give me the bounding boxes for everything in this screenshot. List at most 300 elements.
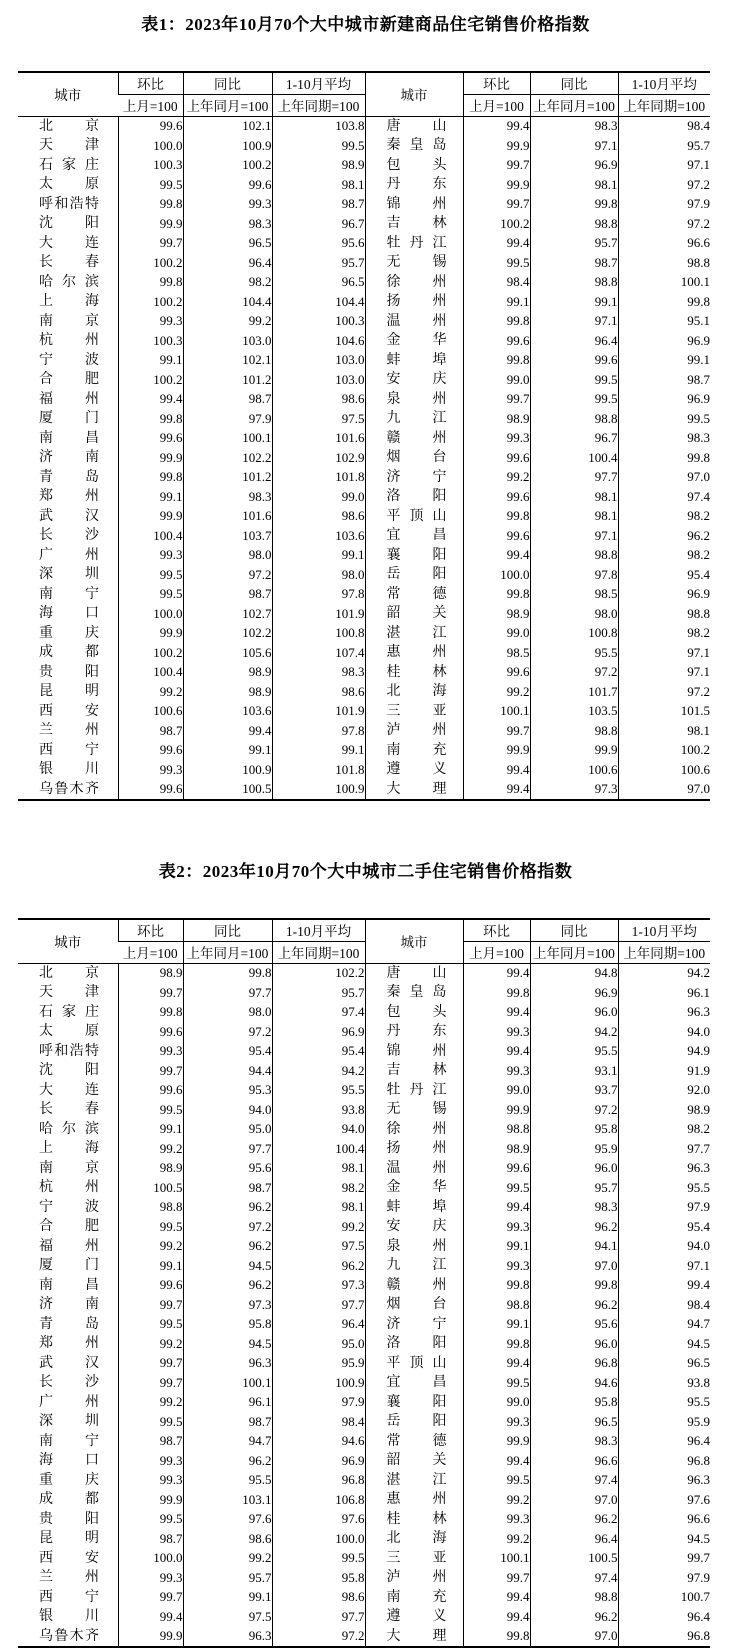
index-value-cell: 99.8: [463, 1276, 530, 1296]
index-value-cell: 96.7: [272, 214, 365, 234]
index-value-cell: 95.4: [272, 1042, 365, 1062]
city-name: 宜昌: [386, 528, 447, 543]
index-value-cell: 95.1: [618, 312, 710, 332]
index-value-cell: 97.0: [618, 468, 710, 488]
index-value-cell: 100.6: [118, 702, 183, 722]
index-value-cell: 95.0: [272, 1334, 365, 1354]
index-value-cell: 99.3: [463, 429, 530, 449]
city-name: 泸州: [386, 723, 447, 738]
city-name: 石家庄: [39, 1004, 99, 1020]
index-value-cell: 100.7: [618, 1588, 710, 1608]
index-value-cell: 99.6: [463, 663, 530, 683]
city-cell: [18, 331, 118, 351]
index-value-cell: 99.5: [118, 1315, 183, 1335]
index-value-cell: 100.3: [118, 331, 183, 351]
city-cell: [18, 390, 118, 410]
index-value-cell: 99.7: [463, 195, 530, 215]
index-value-cell: 96.9: [272, 1022, 365, 1042]
index-value-cell: 94.4: [183, 1061, 272, 1081]
city-name: 西安: [39, 1550, 99, 1566]
index-value-cell: 99.4: [463, 963, 530, 983]
index-value-cell: 94.5: [183, 1334, 272, 1354]
city-cell: [365, 1432, 463, 1452]
index-value-cell: 99.5: [118, 1100, 183, 1120]
table-row: [18, 1159, 710, 1179]
index-value-cell: 96.9: [618, 331, 710, 351]
base-avg-right: 上年同期=100: [618, 941, 710, 963]
index-value-cell: 97.7: [530, 468, 618, 488]
index-value-cell: 96.2: [183, 1276, 272, 1296]
city-name: 秦皇岛: [386, 138, 447, 153]
city-cell: [365, 546, 463, 566]
city-cell: [18, 1451, 118, 1471]
index-value-cell: 104.4: [272, 292, 365, 312]
index-value-cell: 98.1: [272, 1198, 365, 1218]
index-value-cell: 96.9: [530, 156, 618, 176]
index-value-cell: 102.7: [183, 604, 272, 624]
index-value-cell: 98.0: [183, 1003, 272, 1023]
city-name: 无锡: [386, 255, 447, 270]
city-cell: [365, 390, 463, 410]
table-row: [18, 136, 710, 156]
city-cell: [18, 1607, 118, 1627]
city-name: 太原: [39, 177, 99, 192]
city-cell: [365, 1451, 463, 1471]
city-name: 遵义: [386, 1609, 447, 1624]
table-row: [18, 1432, 710, 1452]
city-name: 海口: [39, 1453, 99, 1468]
index-value-cell: 95.7: [618, 136, 710, 156]
city-cell: [365, 1354, 463, 1374]
city-cell: [365, 214, 463, 234]
index-value-cell: 96.4: [618, 1432, 710, 1452]
city-cell: [18, 1490, 118, 1510]
city-name: 石家庄: [39, 157, 99, 173]
index-value-cell: 100.2: [118, 253, 183, 273]
index-value-cell: 94.0: [618, 1022, 710, 1042]
index-value-cell: 103.0: [272, 351, 365, 371]
city-cell: [18, 780, 118, 801]
city-cell: [18, 721, 118, 741]
city-cell: [365, 1490, 463, 1510]
index-value-cell: 94.5: [618, 1334, 710, 1354]
index-value-cell: 98.7: [183, 390, 272, 410]
city-cell: [18, 1003, 118, 1023]
city-name: 南京: [39, 313, 99, 329]
index-value-cell: 99.4: [463, 116, 530, 136]
city-name: 天津: [39, 985, 99, 1000]
index-value-cell: 97.1: [618, 1256, 710, 1276]
index-value-cell: 99.6: [463, 526, 530, 546]
index-value-cell: 98.3: [530, 1198, 618, 1218]
city-cell: [365, 1549, 463, 1569]
index-value-cell: 95.8: [183, 1315, 272, 1335]
city-cell: [365, 1100, 463, 1120]
city-cell: [18, 234, 118, 254]
table-row: [18, 1217, 710, 1237]
index-value-cell: 99.1: [118, 351, 183, 371]
index-value-cell: 97.9: [618, 1568, 710, 1588]
city-cell: [18, 1139, 118, 1159]
index-value-cell: 101.6: [272, 429, 365, 449]
index-value-cell: 97.2: [618, 682, 710, 702]
index-value-cell: 99.4: [118, 390, 183, 410]
table-row: [18, 1081, 710, 1101]
city-name: 牡丹江: [386, 235, 447, 251]
city-cell: [365, 331, 463, 351]
index-value-cell: 99.5: [118, 1217, 183, 1237]
index-value-cell: 99.8: [463, 983, 530, 1003]
city-name: 韶关: [386, 606, 447, 621]
index-value-cell: 99.6: [183, 175, 272, 195]
city-cell: [18, 1549, 118, 1569]
index-value-cell: 99.2: [118, 1139, 183, 1159]
index-value-cell: 94.5: [183, 1256, 272, 1276]
index-value-cell: 100.2: [183, 156, 272, 176]
city-name: 岳阳: [386, 1414, 447, 1429]
index-value-cell: 99.6: [118, 1022, 183, 1042]
index-value-cell: 97.8: [272, 721, 365, 741]
index-value-cell: 97.7: [618, 1139, 710, 1159]
index-value-cell: 99.3: [463, 1217, 530, 1237]
city-cell: [18, 624, 118, 644]
index-value-cell: 97.0: [530, 1256, 618, 1276]
index-value-cell: 97.1: [530, 312, 618, 332]
index-value-cell: 99.3: [118, 1568, 183, 1588]
city-name: 九江: [386, 411, 447, 426]
index-value-cell: 100.0: [118, 136, 183, 156]
city-name: 昆明: [39, 684, 99, 699]
table-row: [18, 468, 710, 488]
table-row: [18, 429, 710, 449]
table-row: [18, 1256, 710, 1276]
city-cell: [365, 741, 463, 761]
index-value-cell: 95.8: [530, 1393, 618, 1413]
city-cell: [365, 526, 463, 546]
index-value-cell: 99.7: [118, 1373, 183, 1393]
index-value-cell: 100.2: [118, 643, 183, 663]
index-value-cell: 99.2: [463, 468, 530, 488]
index-value-cell: 99.4: [183, 721, 272, 741]
index-value-cell: 99.7: [463, 721, 530, 741]
col-city-right: 城市: [365, 919, 463, 963]
index-value-cell: 103.5: [530, 702, 618, 722]
col-city-left: 城市: [18, 72, 118, 116]
table-row: [18, 721, 710, 741]
city-cell: [18, 292, 118, 312]
city-cell: [18, 963, 118, 983]
index-value-cell: 98.4: [463, 273, 530, 293]
index-value-cell: 104.6: [272, 331, 365, 351]
city-name: 吉林: [386, 1063, 447, 1078]
city-name: 安庆: [386, 372, 447, 387]
city-name: 厦门: [39, 411, 99, 426]
index-value-cell: 98.4: [618, 1295, 710, 1315]
city-name: 秦皇岛: [386, 985, 447, 1000]
index-value-cell: 98.8: [530, 546, 618, 566]
city-name: 长沙: [39, 1375, 99, 1390]
city-name: 包头: [386, 157, 447, 173]
index-value-cell: 97.0: [530, 1627, 618, 1648]
index-value-cell: 100.4: [118, 663, 183, 683]
base-mom-left: 上月=100: [118, 941, 183, 963]
index-value-cell: 97.7: [272, 1607, 365, 1627]
city-name: 洛阳: [386, 1336, 447, 1351]
index-value-cell: 99.4: [463, 760, 530, 780]
city-name: 惠州: [386, 1492, 447, 1507]
city-name: 上海: [39, 294, 99, 309]
city-name: 郑州: [39, 489, 99, 504]
index-value-cell: 99.2: [272, 1217, 365, 1237]
table-row: [18, 1315, 710, 1335]
index-value-cell: 96.9: [530, 983, 618, 1003]
index-value-cell: 97.1: [618, 156, 710, 176]
table-row: [18, 1588, 710, 1608]
city-name: 深圳: [39, 567, 99, 582]
index-value-cell: 98.1: [530, 487, 618, 507]
index-value-cell: 98.9: [463, 604, 530, 624]
city-name: 贵阳: [39, 664, 99, 680]
city-name: 太原: [39, 1024, 99, 1039]
index-value-cell: 99.0: [463, 624, 530, 644]
index-value-cell: 96.3: [183, 1354, 272, 1374]
index-value-cell: 101.8: [272, 468, 365, 488]
col-yoy-right: 同比: [530, 72, 618, 94]
city-name: 济宁: [386, 1316, 447, 1332]
city-cell: [365, 1256, 463, 1276]
city-cell: [365, 760, 463, 780]
city-cell: [18, 585, 118, 605]
index-value-cell: 95.5: [618, 1393, 710, 1413]
index-value-cell: 100.9: [183, 136, 272, 156]
city-cell: [365, 156, 463, 176]
table-row: [18, 760, 710, 780]
city-name: 济宁: [386, 469, 447, 485]
table-row: [18, 1003, 710, 1023]
city-cell: [18, 604, 118, 624]
index-value-cell: 99.5: [530, 370, 618, 390]
index-value-cell: 100.5: [183, 780, 272, 801]
index-value-cell: 99.1: [272, 546, 365, 566]
city-name: 遵义: [386, 762, 447, 777]
city-cell: [18, 1159, 118, 1179]
index-value-cell: 99.8: [618, 448, 710, 468]
index-value-cell: 98.3: [183, 214, 272, 234]
city-name: 三亚: [386, 703, 447, 719]
city-cell: [18, 1022, 118, 1042]
index-value-cell: 95.7: [530, 1178, 618, 1198]
index-value-cell: 99.8: [463, 585, 530, 605]
index-value-cell: 99.8: [118, 195, 183, 215]
table-row: [18, 253, 710, 273]
index-value-cell: 98.0: [530, 604, 618, 624]
city-name: 南充: [386, 1589, 447, 1605]
index-value-cell: 98.7: [618, 370, 710, 390]
index-value-cell: 101.8: [272, 760, 365, 780]
index-value-cell: 97.8: [530, 565, 618, 585]
index-value-cell: 96.2: [183, 1237, 272, 1257]
index-value-cell: 101.9: [272, 604, 365, 624]
city-name: 成都: [39, 645, 99, 660]
city-cell: [365, 1042, 463, 1062]
index-value-cell: 97.5: [183, 1607, 272, 1627]
city-cell: [365, 702, 463, 722]
index-value-cell: 95.9: [530, 1139, 618, 1159]
city-cell: [18, 273, 118, 293]
city-name: 成都: [39, 1492, 99, 1507]
city-name: 湛江: [386, 625, 447, 641]
city-name: 合肥: [39, 1219, 99, 1234]
city-name: 丹东: [386, 1024, 447, 1039]
index-value-cell: 97.1: [618, 663, 710, 683]
city-cell: [365, 643, 463, 663]
city-name: 乌鲁木齐: [39, 781, 99, 797]
city-name: 长春: [39, 255, 99, 270]
city-cell: [18, 429, 118, 449]
col-yoy-right: 同比: [530, 919, 618, 941]
index-value-cell: 95.4: [618, 1217, 710, 1237]
index-value-cell: 99.9: [463, 1100, 530, 1120]
table-row: [18, 604, 710, 624]
city-cell: [18, 1295, 118, 1315]
city-cell: [365, 1198, 463, 1218]
index-value-cell: 97.7: [183, 1139, 272, 1159]
index-value-cell: 99.7: [463, 1568, 530, 1588]
city-cell: [365, 1139, 463, 1159]
table-row: [18, 1100, 710, 1120]
city-cell: [18, 253, 118, 273]
table-row: [18, 1607, 710, 1627]
index-value-cell: 94.0: [272, 1120, 365, 1140]
city-name: 哈尔滨: [39, 1121, 99, 1137]
city-cell: [365, 1334, 463, 1354]
city-name: 平顶山: [386, 1355, 447, 1371]
index-value-cell: 99.2: [463, 1529, 530, 1549]
index-value-cell: 102.2: [183, 448, 272, 468]
index-value-cell: 94.0: [183, 1100, 272, 1120]
index-value-cell: 98.8: [530, 1588, 618, 1608]
table-row: [18, 741, 710, 761]
index-value-cell: 100.2: [118, 370, 183, 390]
table-row: [18, 963, 710, 983]
index-value-cell: 98.3: [618, 429, 710, 449]
table-row: [18, 983, 710, 1003]
index-value-cell: 97.2: [183, 565, 272, 585]
index-value-cell: 99.9: [463, 136, 530, 156]
table1-body: [18, 116, 710, 800]
index-value-cell: 99.2: [118, 682, 183, 702]
city-name: 杭州: [39, 1180, 99, 1195]
index-value-cell: 96.4: [618, 1607, 710, 1627]
index-value-cell: 95.5: [530, 1042, 618, 1062]
index-value-cell: 97.8: [272, 585, 365, 605]
index-value-cell: 103.0: [272, 370, 365, 390]
city-name: 沈阳: [39, 216, 99, 231]
table-row: [18, 1568, 710, 1588]
index-value-cell: 99.8: [463, 1627, 530, 1648]
index-value-cell: 98.7: [118, 721, 183, 741]
city-name: 韶关: [386, 1453, 447, 1468]
index-value-cell: 99.7: [618, 1549, 710, 1569]
city-cell: [365, 1627, 463, 1648]
index-value-cell: 98.8: [618, 604, 710, 624]
index-value-cell: 97.3: [183, 1295, 272, 1315]
table-row: [18, 1022, 710, 1042]
city-name: 大理: [386, 781, 447, 797]
index-value-cell: 98.1: [272, 1159, 365, 1179]
index-value-cell: 103.6: [272, 526, 365, 546]
city-name: 安庆: [386, 1219, 447, 1234]
index-value-cell: 98.2: [618, 1120, 710, 1140]
index-value-cell: 105.6: [183, 643, 272, 663]
index-value-cell: 97.3: [530, 780, 618, 801]
city-name: 海口: [39, 606, 99, 621]
base-avg-left: 上年同期=100: [272, 94, 365, 116]
table-row: [18, 175, 710, 195]
index-value-cell: 99.4: [463, 780, 530, 801]
index-value-cell: 99.9: [118, 214, 183, 234]
city-name: 南充: [386, 742, 447, 758]
base-avg-right: 上年同期=100: [618, 94, 710, 116]
city-cell: [365, 292, 463, 312]
table-row: [18, 1412, 710, 1432]
base-yoy-right: 上年同月=100: [530, 94, 618, 116]
index-value-cell: 99.3: [118, 1471, 183, 1491]
index-value-cell: 95.5: [530, 643, 618, 663]
city-name: 扬州: [386, 294, 447, 309]
city-name: 武汉: [39, 508, 99, 524]
city-cell: [18, 1081, 118, 1101]
city-cell: [18, 1315, 118, 1335]
index-value-cell: 99.9: [530, 741, 618, 761]
city-cell: [18, 1276, 118, 1296]
index-value-cell: 97.0: [530, 1490, 618, 1510]
index-value-cell: 99.7: [463, 156, 530, 176]
city-name: 重庆: [39, 1472, 99, 1488]
index-value-cell: 95.7: [272, 983, 365, 1003]
city-name: 宜昌: [386, 1375, 447, 1390]
index-value-cell: 98.6: [272, 507, 365, 527]
index-value-cell: 102.1: [183, 116, 272, 136]
index-value-cell: 94.1: [530, 1237, 618, 1257]
table-row: [18, 312, 710, 332]
city-cell: [365, 351, 463, 371]
index-value-cell: 98.6: [272, 390, 365, 410]
index-value-cell: 98.8: [530, 214, 618, 234]
index-value-cell: 96.8: [272, 1471, 365, 1491]
second-hand-price-index-table: [18, 918, 710, 1648]
city-cell: [18, 546, 118, 566]
city-cell: [18, 1373, 118, 1393]
city-cell: [18, 1510, 118, 1530]
table-row: [18, 1237, 710, 1257]
city-cell: [18, 760, 118, 780]
city-cell: [18, 507, 118, 527]
city-cell: [365, 409, 463, 429]
col-city-right: 城市: [365, 72, 463, 116]
city-cell: [365, 195, 463, 215]
index-value-cell: 99.4: [463, 546, 530, 566]
city-name: 南昌: [39, 430, 99, 446]
index-value-cell: 99.1: [183, 741, 272, 761]
table-row: [18, 1334, 710, 1354]
city-name: 天津: [39, 138, 99, 153]
table-row: [18, 1510, 710, 1530]
city-cell: [365, 1159, 463, 1179]
table-row: [18, 1198, 710, 1218]
index-value-cell: 97.1: [530, 526, 618, 546]
index-value-cell: 97.5: [272, 1237, 365, 1257]
